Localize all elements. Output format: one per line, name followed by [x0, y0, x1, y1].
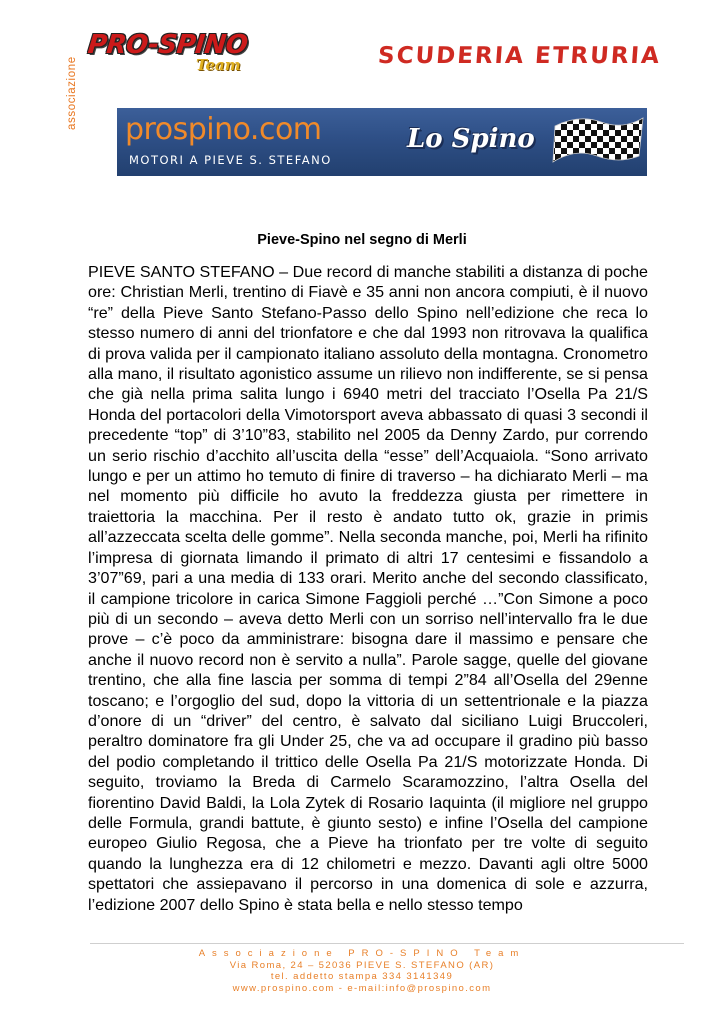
letterhead — [0, 0, 724, 200]
prospino-team-logo — [88, 30, 258, 80]
banner-lo-spino: Lo Spino — [407, 124, 535, 154]
footer — [0, 948, 724, 994]
banner-site-name: prospino.com — [125, 112, 322, 147]
association-vertical-label: associazione — [66, 56, 78, 130]
prospino-banner — [117, 108, 647, 176]
banner-tagline: MOTORI A PIEVE S. STEFANO — [129, 153, 332, 167]
footer-web-email: www.prospino.com - e-mail:info@prospino.com — [232, 982, 492, 994]
prospino-logo-team: Team — [196, 56, 241, 74]
footer-phone: tel. addetto stampa 334 3141349 — [270, 971, 454, 982]
article-title: Pieve-Spino nel segno di Merli — [257, 232, 467, 248]
footer-divider — [90, 943, 684, 944]
prospino-logo-text: PRO-SPINO — [86, 30, 249, 60]
checkered-flag-icon — [549, 112, 645, 170]
scuderia-etruria-logo: SCUDERIA ETRURIA — [377, 43, 662, 69]
footer-address: Via Roma, 24 – 52036 PIEVE S. STEFANO (AR) — [229, 959, 495, 971]
article-body: PIEVE SANTO STEFANO – Due record di manche stabiliti a distanza di poche ore: Christian Merli, trentino di Fiavè e 35 anni non ancora compiuti, è il nuovo “re” della Pieve Santo Stefano-Passo dello Spino nell’edizione che reca lo stesso numero di anni del trionfatore e che dal 1993 non ritrovava la qualifica di prova valida per il campionato italiano assoluto della montagna. Cronometro alla mano, il risultato agonistico assume un rilievo non indifferente, se si pensa che già nella prima salita lungo i 6940 metri del tracciato l’Osella Pa 21/S Honda del portacolori della Vimotorsport aveva abbassato di quasi 3 secondi il precedente “top” di 3’10”83, stabilito nel 2005 da Denny Zardo, pur correndo un serio rischio d’acchito all’uscita della “esse” dell’Acquaiola. “Sono arrivato lungo e per un attimo ho temuto di finire di traverso – ha dichiarato Merli – ma nel momento più difficile ho avuto la freddezza giusta per rimettere in traiettoria la macchina. Per il resto è andato tutto ok, grazie in primis all’azzeccata scelta delle gomme”. Nella seconda manche, poi, Merli ha rifinito l’impresa di giornata limando il primato di altri 17 centesimi e fissandolo a 3’07”69, pari a una media di 133 orari. Merito anche del secondo classificato, il campione tricolore in carica Simone Faggioli perché …”Con Simone a poco più di un secondo – aveva detto Merli con un sorriso nell’intervallo fra le due prove – c’è poco da amministrare: bisogna dare il massimo e pensare che anche il nuovo record non è servito a nulla”. Parole sagge, quelle del giovane trentino, che alla fine lascia per somma di tempi 2”84 all’Osella del 29enne toscano; e l’orgoglio del sud, dopo la vittoria di un settentrionale e la piazza d’onore di un “driver” del centro, è salvato dal siciliano Luigi Bruccoleri, peraltro dominatore fra gli Under 25, che va ad occupare il gradino più basso del podio completando il trittico delle Osella Pa 21/S motorizzate Honda. Di seguito, troviamo la Breda di Carmelo Scaramozzino, l’altra Osella del fiorentino David Baldi, la Lola Zytek di Rosario Iaquinta (il migliore nel gruppo delle Formula, grandi battute, è giunto sesto) e infine l’Osella del campione europeo Giulio Regosa, che a Pieve ha trionfato per tre volte di seguito quando la lunghezza era di 12 chilometri e mezzo. Davanti agli oltre 5000 spettatori che assiepavano il percorso in una domenica di sole e azzurra, l’edizione 2007 dello Spino è stata bella e nello stesso tempo — [88, 263, 648, 914]
footer-association: Associazione PRO-SPINO Team — [198, 948, 526, 959]
